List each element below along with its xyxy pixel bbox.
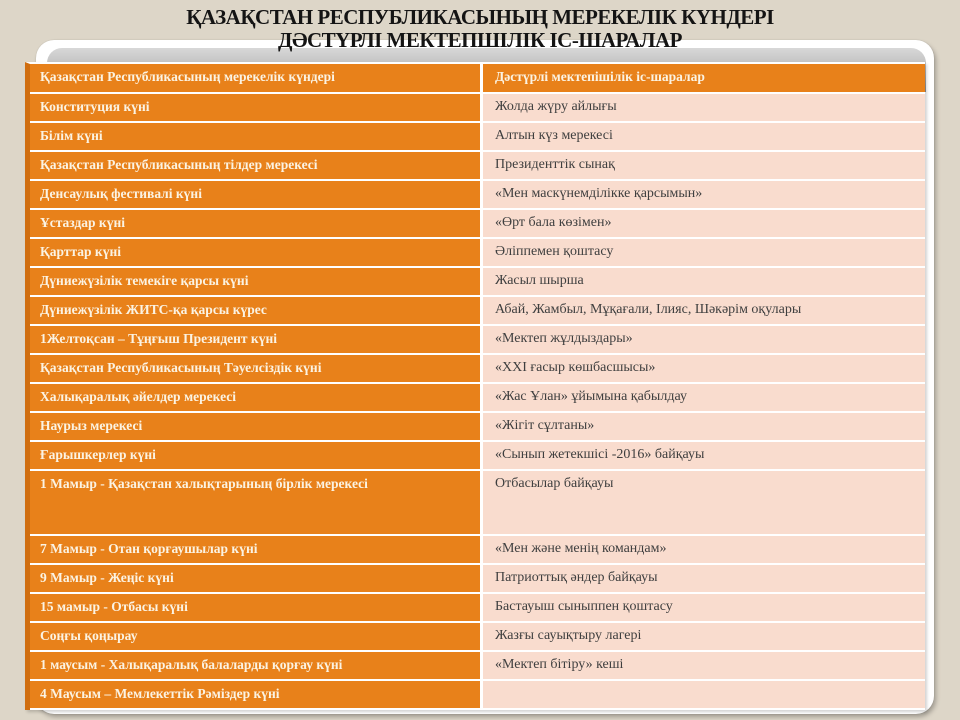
table-row [30, 652, 925, 681]
holiday-cell: 1 Мамыр - Қазақстан халықтарының бірлік мерекесі [30, 471, 480, 534]
holiday-cell: Қарттар күні [30, 239, 480, 266]
holiday-cell: Қазақстан Республикасының тілдер мерекесі [30, 152, 480, 179]
holiday-cell: 15 мамыр - Отбасы күні [30, 594, 480, 621]
table-header-events: Дәстүрлі мектепішілік іс-шаралар [480, 64, 925, 92]
event-cell: «Мектеп бітіру» кеші [480, 652, 925, 679]
holiday-cell: Ұстаздар күні [30, 210, 480, 237]
table-row [30, 94, 925, 123]
table-row [30, 297, 925, 326]
slide-title-line2: ДӘСТҮРЛІ МЕКТЕПШІЛІК ІС-ШАРАЛАР [278, 28, 682, 52]
event-cell: «Мектеп жұлдыздары» [480, 326, 925, 353]
holiday-cell: Соңғы қоңырау [30, 623, 480, 650]
event-cell: Бастауыш сыныппен қоштасу [480, 594, 925, 621]
event-cell: «Мен маскүнемділікке қарсымын» [480, 181, 925, 208]
table-row [30, 594, 925, 623]
table-body [30, 94, 925, 710]
event-cell: Жазғы сауықтыру лагері [480, 623, 925, 650]
event-cell: Әліппемен қоштасу [480, 239, 925, 266]
table-row [30, 326, 925, 355]
holiday-cell: Ғарышкерлер күні [30, 442, 480, 469]
holiday-cell: 4 Маусым – Мемлекеттік Рәміздер күні [30, 681, 480, 708]
table-row [30, 355, 925, 384]
table-row [30, 268, 925, 297]
table-row [30, 210, 925, 239]
event-cell: «Сынып жетекшісі -2016» байқауы [480, 442, 925, 469]
event-cell [480, 681, 925, 708]
holiday-cell: 9 Мамыр - Жеңіс күні [30, 565, 480, 592]
event-cell: Абай, Жамбыл, Мұқағали, Ілияс, Шәкәрім оқулары [480, 297, 925, 324]
event-cell: «ХХІ ғасыр көшбасшысы» [480, 355, 925, 382]
table-row [30, 384, 925, 413]
event-cell: Отбасылар байқауы [480, 471, 925, 534]
table-header-holidays: Қазақстан Республикасының мерекелік күндері [30, 64, 480, 92]
holiday-cell: Халықаралық әйелдер мерекесі [30, 384, 480, 411]
table-row [30, 536, 925, 565]
slide-title [0, 6, 960, 52]
event-cell: Президенттік сынақ [480, 152, 925, 179]
event-cell: «Жігіт сұлтаны» [480, 413, 925, 440]
table-row [30, 681, 925, 710]
table-row [30, 471, 925, 536]
holiday-cell: Конституция күні [30, 94, 480, 121]
holiday-cell: 1Желтоқсан – Тұңғыш Президент күні [30, 326, 480, 353]
table-row [30, 565, 925, 594]
table-row [30, 239, 925, 268]
event-cell: Алтын күз мерекесі [480, 123, 925, 150]
table-row [30, 152, 925, 181]
event-cell: Жасыл шырша [480, 268, 925, 295]
table-row [30, 413, 925, 442]
event-cell: «Жас Ұлан» ұйымына қабылдау [480, 384, 925, 411]
holiday-cell: Қазақстан Республикасының Тәуелсіздік күні [30, 355, 480, 382]
holiday-cell: 7 Мамыр - Отан қорғаушылар күні [30, 536, 480, 563]
table-row [30, 623, 925, 652]
holiday-cell: Наурыз мерекесі [30, 413, 480, 440]
table-header-row [30, 64, 925, 94]
slide-title-line1: ҚАЗАҚСТАН РЕСПУБЛИКАСЫНЫҢ МЕРЕКЕЛІК КҮНДЕРІ [186, 5, 774, 29]
holiday-cell: 1 маусым - Халықаралық балаларды қорғау күні [30, 652, 480, 679]
holiday-cell: Білім күні [30, 123, 480, 150]
holiday-cell: Денсаулық фестивалі күні [30, 181, 480, 208]
event-cell: «Мен және менің командам» [480, 536, 925, 563]
holiday-cell: Дүниежүзілік темекіге қарсы күні [30, 268, 480, 295]
table-row [30, 181, 925, 210]
holiday-cell: Дүниежүзілік ЖИТС-қа қарсы күрес [30, 297, 480, 324]
events-table [25, 62, 925, 710]
event-cell: Патриоттық әндер байқауы [480, 565, 925, 592]
event-cell: Жолда жүру айлығы [480, 94, 925, 121]
table-row [30, 442, 925, 471]
event-cell: «Өрт бала көзімен» [480, 210, 925, 237]
table-row [30, 123, 925, 152]
